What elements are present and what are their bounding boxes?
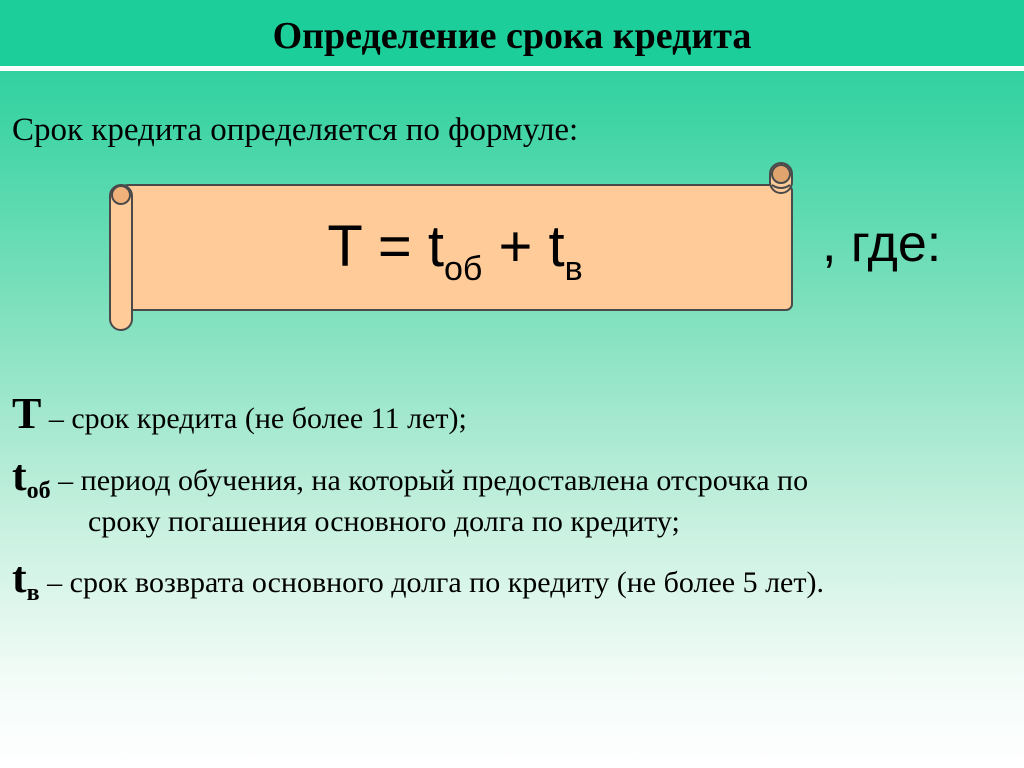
definition-text: – срок кредита (не более 11 лет); <box>41 402 467 435</box>
title-divider <box>0 66 1024 71</box>
scroll-left-roll <box>110 185 132 330</box>
definition-continuation: сроку погашения основного долга по кредиту; <box>88 505 680 538</box>
definition-subscript: в <box>26 580 40 606</box>
scroll-right-curl <box>772 165 790 183</box>
definition-text: – срок возврата основного долга по кредиту (не более 5 лет). <box>39 566 824 599</box>
formula-sub-ob: об <box>443 250 483 288</box>
formula-plus: + t <box>482 214 565 279</box>
intro-text: Срок кредита определяется по формуле: <box>12 112 579 148</box>
definition-symbol: t <box>12 553 27 602</box>
scroll-left-curl <box>112 186 130 204</box>
formula-sub-v: в <box>564 250 583 288</box>
definition-subscript: об <box>26 478 51 504</box>
definition-term <box>12 389 467 439</box>
definition-symbol: T <box>12 389 42 438</box>
definition-repayment-period <box>12 553 824 613</box>
definition-text: – период обучения, на который предоставлена отсрочка по <box>50 464 809 497</box>
slide-title: Определение срока кредита <box>272 15 752 57</box>
where-label: , где: <box>822 215 942 273</box>
definition-symbol: t <box>12 451 27 500</box>
credit-term-formula <box>130 212 780 304</box>
formula-lhs: T = t <box>327 214 444 279</box>
